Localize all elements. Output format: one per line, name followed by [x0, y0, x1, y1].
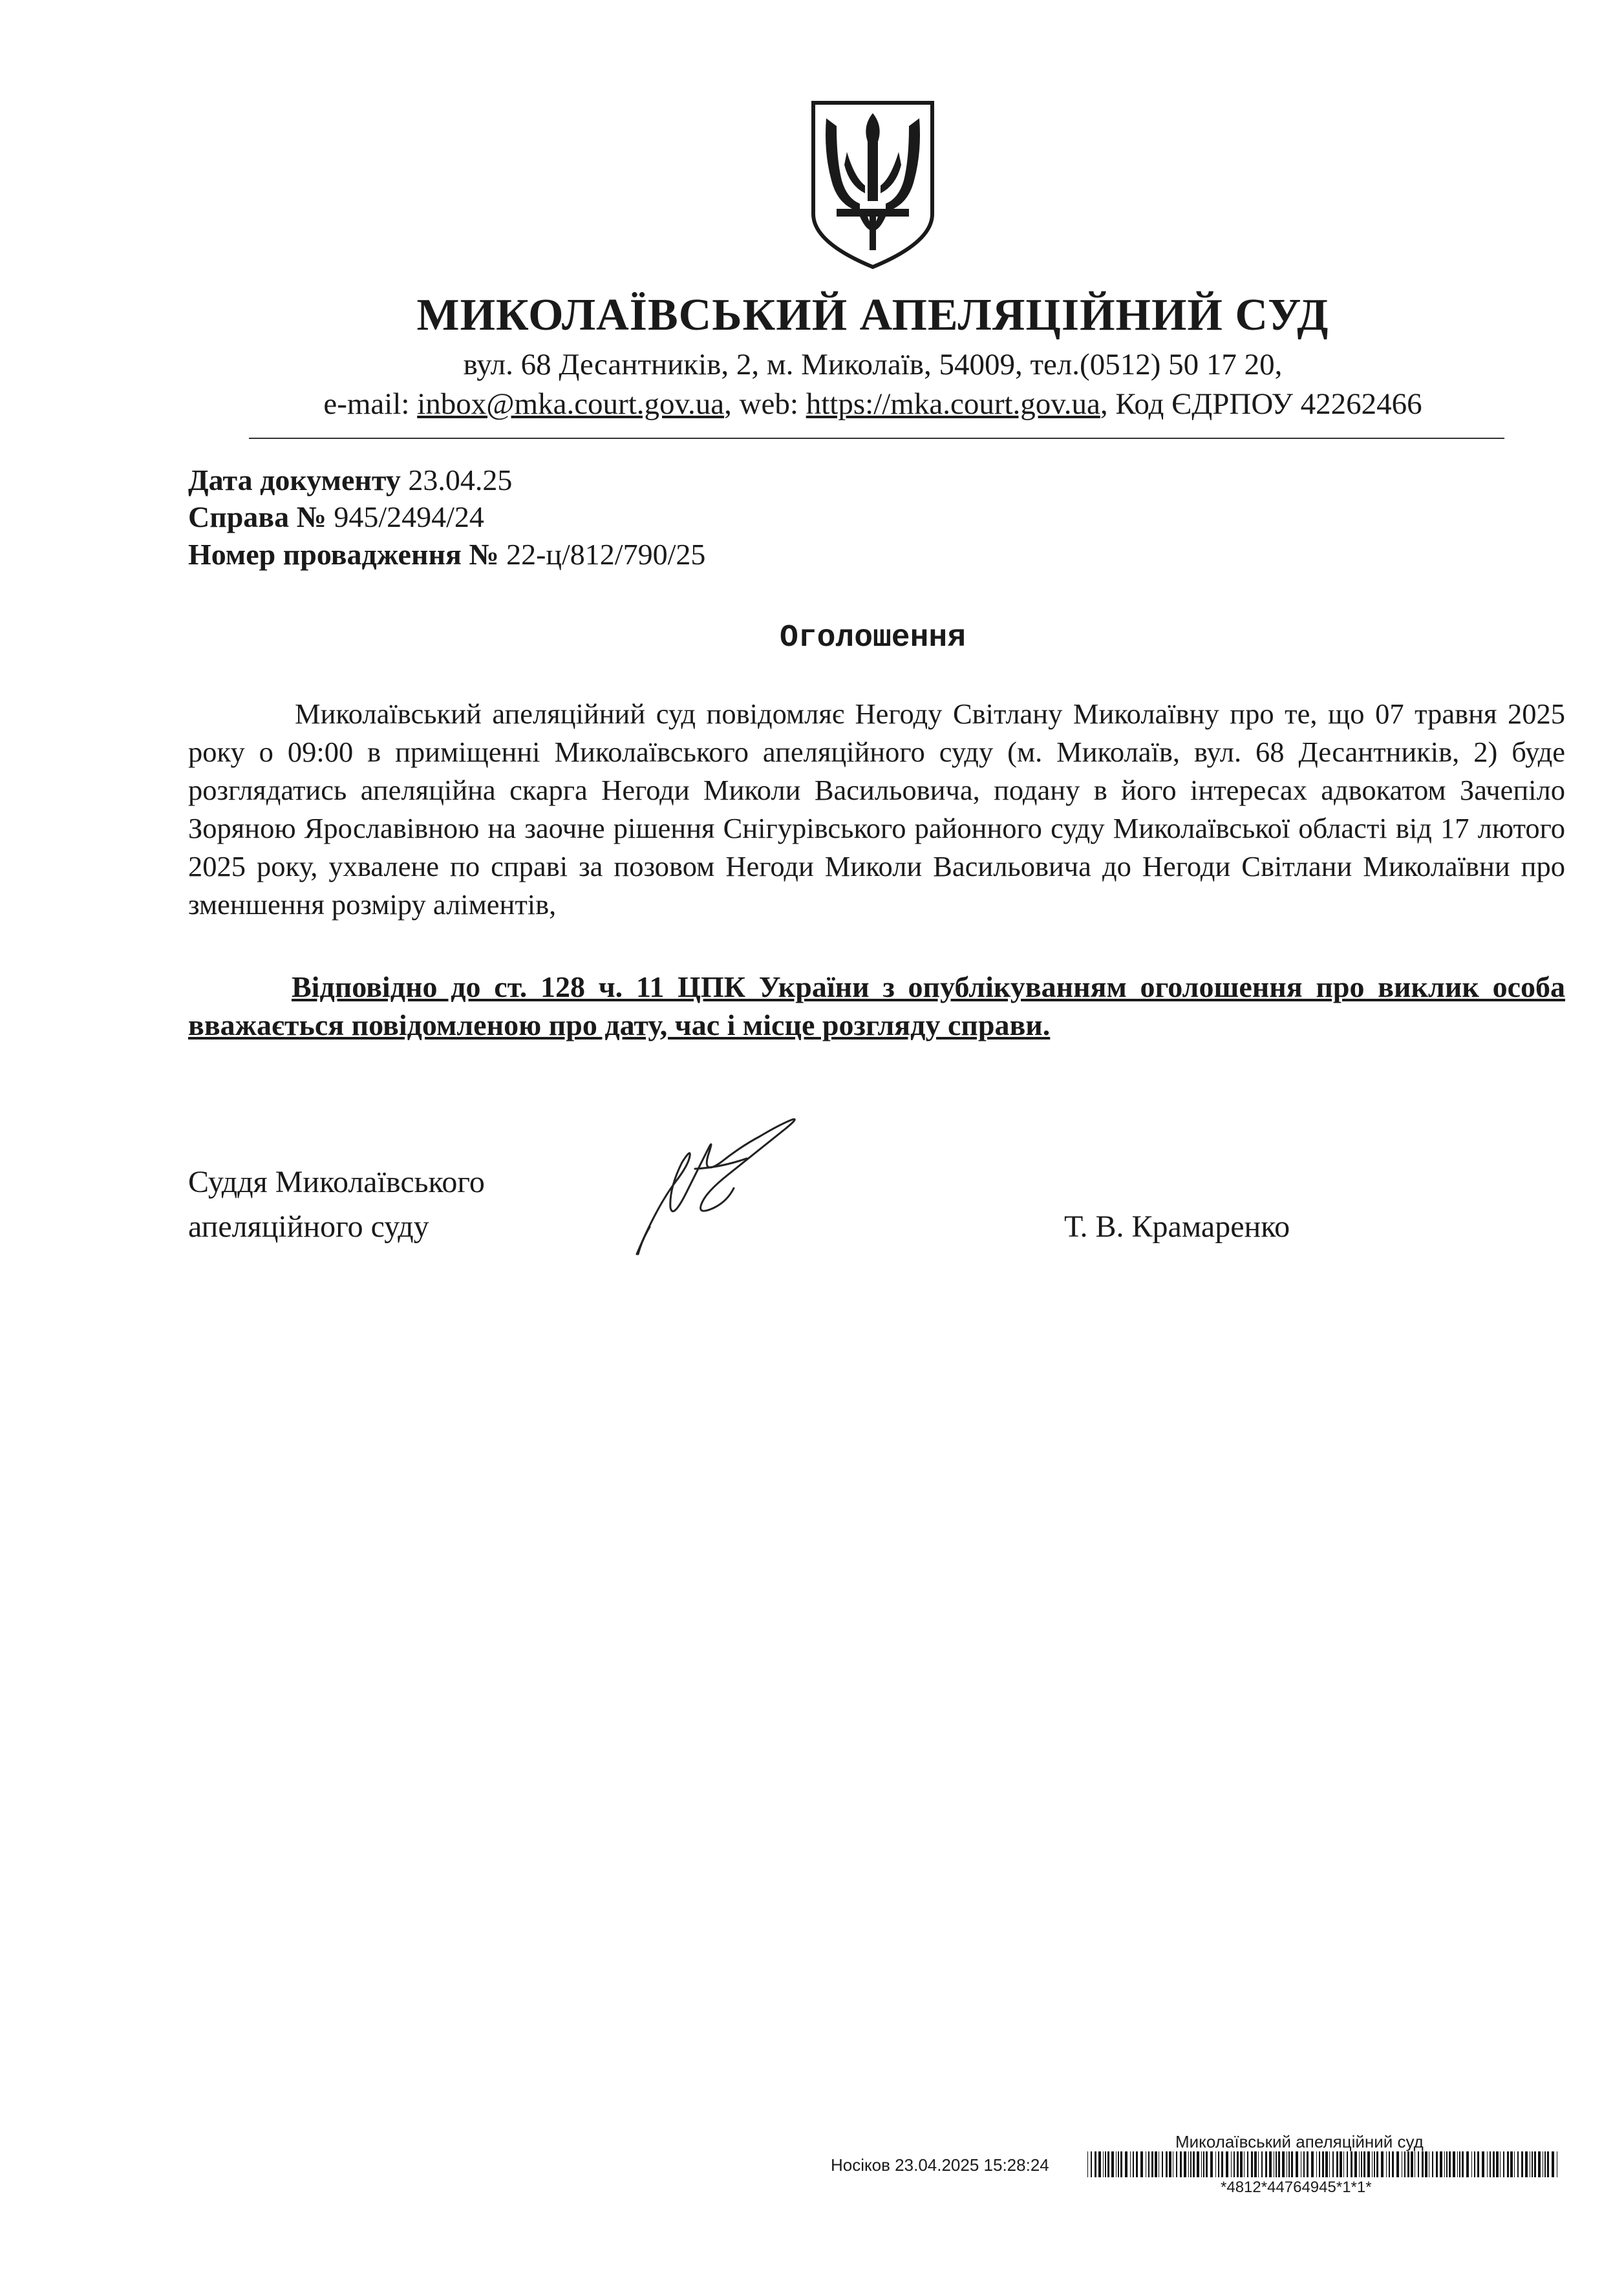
case-number-label: Справа №	[188, 500, 326, 533]
proceeding-number	[188, 540, 705, 570]
header-divider	[249, 438, 1504, 439]
case-number-value: 945/2494/24	[326, 500, 484, 533]
document-title: Оголошення	[779, 621, 967, 656]
proceeding-number-value: 22-ц/812/790/25	[498, 538, 706, 571]
case-number	[188, 502, 484, 532]
document-date	[188, 465, 512, 495]
court-name-heading: МИКОЛАЇВСЬКИЙ АПЕЛЯЦІЙНИЙ СУД	[416, 290, 1329, 340]
handwritten-signature	[630, 1111, 805, 1259]
document-date-value: 23.04.25	[400, 464, 513, 496]
proceeding-number-label: Номер провадження №	[188, 538, 499, 571]
trident-emblem-icon	[808, 100, 937, 270]
judge-position-line1: Суддя Миколаївського	[188, 1165, 485, 1199]
announcement-body: Миколаївський апеляційний суд повідомляє Негоду Світлану Миколаївну про те, що 07 травня 2025 року о 09:00 в приміщенні Миколаївського апеляційного суду (м. Миколаїв, вул. 68 Десантників, 2) буде розглядатись апеляційна скарга Негоди Миколи Васильовича, подану в його інтересах адвокатом Зачепіло Зоряною Ярославівною на заочне рішення Снігурівського районного суду Миколаївської області від 17 лютого 2025 року, ухвалене по справі за позовом Негоди Миколи Васильовича до Негоди Світлани Миколаївни про зменшення розміру аліментів,	[188, 698, 1565, 921]
barcode-icon	[1087, 2151, 1561, 2177]
stamp-court-name: Миколаївський апеляційний суд	[1175, 2132, 1424, 2151]
web-link[interactable]: https://mka.court.gov.ua	[806, 387, 1100, 421]
judge-name: Т. В. Крамаренко	[1064, 1210, 1290, 1244]
edrpou-code: , Код ЄДРПОУ 42262466	[1100, 387, 1422, 421]
web-label: , web:	[724, 387, 806, 421]
court-contacts	[0, 387, 1624, 421]
stamp-barcode-code: *4812*44764945*1*1*	[1221, 2179, 1372, 2196]
court-address: вул. 68 Десантників, 2, м. Миколаїв, 54009, тел.(0512) 50 17 20,	[463, 348, 1283, 381]
legal-notice: Відповідно до ст. 128 ч. 11 ЦПК України з опублікуванням оголошення про виклик особа вважається повідомленою про дату, час і місце розгляду справи.	[188, 970, 1565, 1041]
stamp-signer-time: Носіков 23.04.2025 15:28:24	[831, 2155, 1049, 2175]
judge-position-line2: апеляційного суду	[188, 1210, 429, 1244]
email-link[interactable]: inbox@mka.court.gov.ua	[417, 387, 725, 421]
email-label: e-mail:	[323, 387, 418, 421]
document-date-label: Дата документу	[188, 464, 401, 496]
